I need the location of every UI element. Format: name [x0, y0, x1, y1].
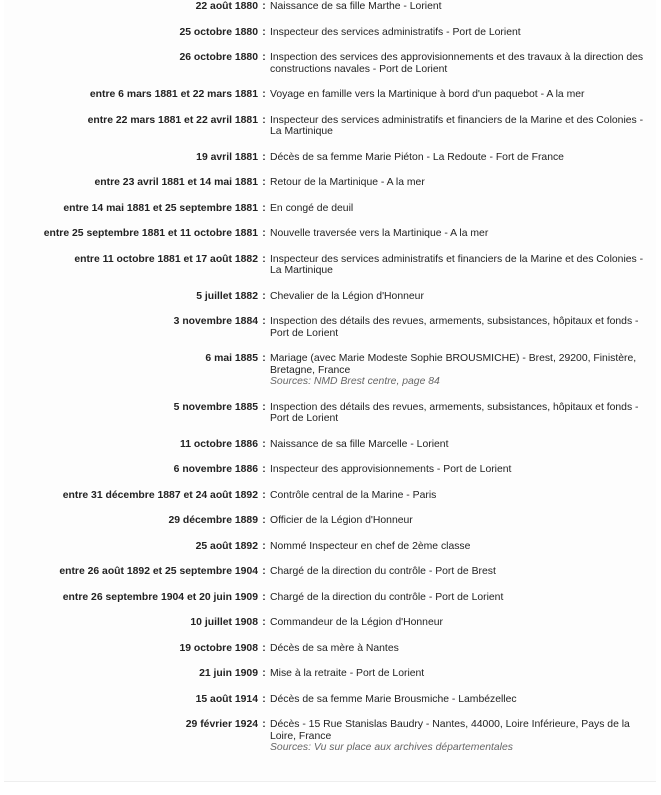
- event-date: entre 26 août 1892 et 25 septembre 1904: [59, 566, 258, 577]
- date-separator: :: [262, 566, 266, 577]
- date-separator: :: [262, 642, 266, 654]
- event-source: Sources: NMD Brest centre, page 84: [270, 376, 440, 387]
- event-date: 3 novembre 1884: [173, 316, 258, 327]
- date-separator: :: [262, 228, 266, 239]
- timeline-event: [4, 316, 656, 339]
- timeline-event: [4, 254, 656, 277]
- event-text: Chargé de la direction du contrôle - Port de Brest: [270, 566, 496, 577]
- timeline-event: [4, 353, 656, 388]
- event-description: [270, 27, 650, 39]
- event-date: 25 août 1892: [195, 540, 258, 552]
- timeline-event: [4, 1, 656, 13]
- timeline-event: [4, 203, 656, 215]
- date-separator: :: [262, 1, 266, 12]
- event-text: Officier de la Légion d'Honneur: [270, 515, 413, 526]
- timeline-event: [4, 52, 656, 75]
- timeline-event: [4, 719, 656, 754]
- event-date: 22 août 1880: [195, 1, 258, 12]
- event-description: [270, 668, 650, 680]
- event-description: [270, 541, 650, 553]
- date-separator: :: [262, 151, 266, 163]
- event-description: [270, 694, 650, 706]
- date-separator: :: [262, 52, 266, 63]
- event-date: entre 31 décembre 1887 et 24 août 1892: [62, 489, 258, 501]
- date-separator: :: [262, 693, 266, 705]
- event-description: [270, 402, 650, 425]
- date-separator: :: [262, 489, 266, 501]
- date-separator: :: [262, 177, 266, 188]
- event-text: Décès de sa femme Marie Brousmiche - Lambézellec: [270, 693, 517, 705]
- date-separator: :: [262, 617, 266, 628]
- event-date: entre 11 octobre 1881 et 17 août 1882: [74, 253, 258, 265]
- event-date: 25 octobre 1880: [179, 26, 258, 38]
- timeline-event: [4, 115, 656, 138]
- timeline-event: [4, 643, 656, 655]
- timeline-event: [4, 228, 656, 240]
- timeline-event: [4, 617, 656, 629]
- event-description: [270, 439, 650, 451]
- event-date: 19 avril 1881: [196, 151, 258, 163]
- event-date: 6 mai 1885: [205, 353, 258, 364]
- event-description: [270, 89, 650, 101]
- event-text: Chargé de la direction du contrôle - Port de Lorient: [270, 591, 504, 603]
- event-date: 21 juin 1909: [199, 668, 258, 679]
- timeline-event: [4, 439, 656, 451]
- event-description: [270, 254, 650, 277]
- timeline-event: [4, 592, 656, 604]
- event-description: [270, 566, 650, 578]
- timeline-list: [4, 0, 656, 782]
- event-text: Inspecteur des services administratifs - Port de Lorient: [270, 26, 521, 38]
- event-description: [270, 316, 650, 339]
- event-description: [270, 52, 650, 75]
- event-date: 19 octobre 1908: [179, 642, 258, 654]
- event-date: entre 25 septembre 1881 et 11 octobre 1881: [43, 228, 258, 239]
- timeline-event: [4, 668, 656, 680]
- date-separator: :: [262, 290, 266, 302]
- date-separator: :: [262, 353, 266, 364]
- date-separator: :: [262, 464, 266, 475]
- event-text: Inspection des services des approvisionnements et des travaux à la direction des constructions navales - Port de Lorient: [270, 52, 644, 75]
- event-date: 29 décembre 1889: [168, 515, 258, 526]
- date-separator: :: [262, 26, 266, 38]
- event-text: Décès - 15 Rue Stanislas Baudry - Nantes, 44000, Loire Inférieure, Pays de la Loire, France: [270, 719, 630, 742]
- event-text: Inspecteur des services administratifs et financiers de la Marine et des Colonies - La Martinique: [270, 253, 644, 276]
- event-description: [270, 353, 650, 388]
- date-separator: :: [262, 89, 266, 100]
- date-separator: :: [262, 316, 266, 327]
- event-description: [270, 515, 650, 527]
- event-text: Chevalier de la Légion d'Honneur: [270, 290, 424, 302]
- event-description: [270, 592, 650, 604]
- event-text: Mise à la retraite - Port de Lorient: [270, 668, 425, 679]
- event-description: [270, 115, 650, 138]
- timeline-event: [4, 541, 656, 553]
- event-description: [270, 203, 650, 215]
- event-text: Mariage (avec Marie Modeste Sophie BROUSMICHE) - Brest, 29200, Finistère, Bretagne, France: [270, 353, 637, 376]
- date-separator: :: [262, 253, 266, 265]
- timeline-event: [4, 27, 656, 39]
- event-text: Inspection des détails des revues, armements, subsistances, hôpitaux et fonds - Port de Lorient: [270, 316, 639, 339]
- event-date: 5 novembre 1885: [173, 401, 258, 413]
- event-text: Décès de sa mère à Nantes: [270, 642, 399, 654]
- event-date: entre 6 mars 1881 et 22 mars 1881: [89, 89, 258, 100]
- timeline-event: [4, 152, 656, 164]
- timeline-event: [4, 291, 656, 303]
- date-separator: :: [262, 668, 266, 679]
- timeline-event: [4, 515, 656, 527]
- event-date: entre 23 avril 1881 et 14 mai 1881: [94, 177, 258, 188]
- date-separator: :: [262, 202, 266, 214]
- timeline-event: [4, 464, 656, 476]
- event-description: [270, 617, 650, 629]
- event-description: [270, 490, 650, 502]
- event-text: Retour de la Martinique - A la mer: [270, 177, 425, 188]
- timeline-event: [4, 89, 656, 101]
- timeline-event: [4, 566, 656, 578]
- timeline-event: [4, 694, 656, 706]
- timeline-event: [4, 490, 656, 502]
- timeline-event: [4, 177, 656, 189]
- date-separator: :: [262, 719, 266, 730]
- event-text: Décès de sa femme Marie Piéton - La Redoute - Fort de France: [270, 151, 564, 163]
- event-date: 5 juillet 1882: [196, 290, 258, 302]
- event-date: 10 juillet 1908: [190, 617, 258, 628]
- date-separator: :: [262, 540, 266, 552]
- event-source: Sources: Vu sur place aux archives départementales: [270, 742, 513, 753]
- event-date: entre 22 mars 1881 et 22 avril 1881: [87, 114, 258, 126]
- event-description: [270, 464, 650, 476]
- event-description: [270, 643, 650, 655]
- date-separator: :: [262, 438, 266, 450]
- event-date: entre 14 mai 1881 et 25 septembre 1881: [63, 202, 258, 214]
- event-date: 11 octobre 1886: [180, 438, 258, 450]
- event-date: 29 février 1924: [185, 719, 258, 730]
- event-date: entre 26 septembre 1904 et 20 juin 1909: [62, 591, 258, 603]
- event-description: [270, 152, 650, 164]
- event-description: [270, 1, 650, 13]
- event-date: 15 août 1914: [195, 693, 258, 705]
- event-text: Inspecteur des approvisionnements - Port de Lorient: [270, 464, 512, 475]
- event-date: 6 novembre 1886: [173, 464, 258, 475]
- event-text: Inspection des détails des revues, armements, subsistances, hôpitaux et fonds - Port de Lorient: [270, 401, 639, 424]
- timeline-event: [4, 402, 656, 425]
- event-text: Commandeur de la Légion d'Honneur: [270, 617, 443, 628]
- event-date: 26 octobre 1880: [179, 52, 258, 63]
- event-text: Inspecteur des services administratifs et financiers de la Marine et des Colonies - La Martinique: [270, 114, 644, 137]
- event-description: [270, 719, 650, 754]
- date-separator: :: [262, 591, 266, 603]
- event-text: Contrôle central de la Marine - Paris: [270, 489, 437, 501]
- event-text: Nouvelle traversée vers la Martinique - A la mer: [270, 228, 489, 239]
- date-separator: :: [262, 515, 266, 526]
- event-text: Voyage en famille vers la Martinique à bord d'un paquebot - A la mer: [270, 89, 585, 100]
- event-description: [270, 291, 650, 303]
- date-separator: :: [262, 114, 266, 126]
- event-text: Naissance de sa fille Marcelle - Lorient: [270, 438, 449, 450]
- date-separator: :: [262, 401, 266, 413]
- event-text: Nommé Inspecteur en chef de 2ème classe: [270, 540, 471, 552]
- event-description: [270, 228, 650, 240]
- event-description: [270, 177, 650, 189]
- event-text: En congé de deuil: [270, 202, 354, 214]
- event-text: Naissance de sa fille Marthe - Lorient: [270, 1, 442, 12]
